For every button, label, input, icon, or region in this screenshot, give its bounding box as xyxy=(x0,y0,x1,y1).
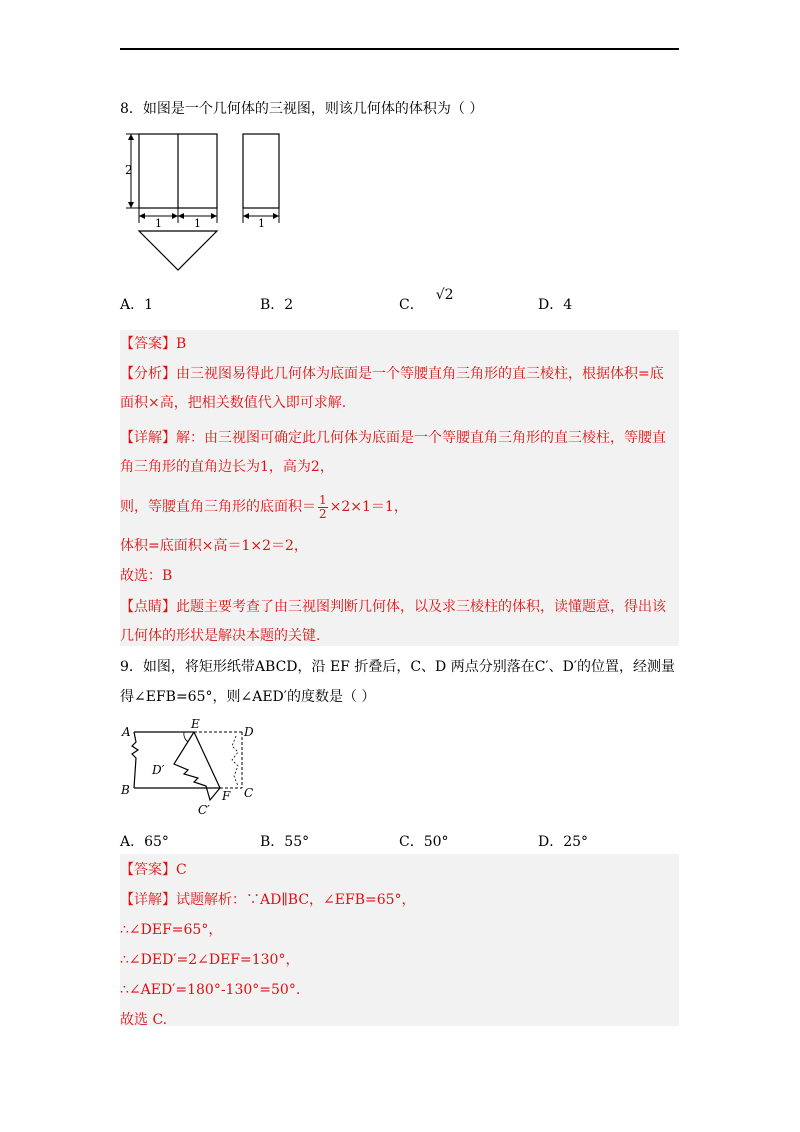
label-E: E xyxy=(191,717,200,731)
q8-choose: 故选：B xyxy=(120,568,173,584)
q9-answer-box xyxy=(120,854,679,1026)
q8-detail-1: 【详解】解：由三视图可确定此几何体为底面是一个等腰直角三角形的直三棱柱，等腰直 xyxy=(120,430,666,446)
q8-comment-2: 几何体的形状是解决本题的关键. xyxy=(120,628,321,644)
side-view xyxy=(243,134,279,208)
q9-choose: 故选 C. xyxy=(120,1012,168,1028)
q9-detail: 【详解】试题解析：∵AD∥BC，∠EFB=65°， xyxy=(120,892,416,908)
header-rule xyxy=(120,48,679,50)
q9-option-d: D．25° xyxy=(538,834,589,850)
label-Dprime: D′ xyxy=(152,763,165,777)
q9-option-a: A．65° xyxy=(120,834,169,850)
dim-w2: 1 xyxy=(194,217,201,230)
q8-option-a: A．1 xyxy=(120,297,154,313)
q9-option-b: B．55° xyxy=(260,834,310,850)
q8-analysis-2: 面积×高，把相关数值代入即可求解. xyxy=(120,395,347,411)
label-A: A xyxy=(122,725,131,739)
q8-base-area: 则，等腰直角三角形的底面积＝ $\frac{1}{2}$ ×2×1＝1， xyxy=(120,492,408,521)
q8-option-d: D．4 xyxy=(538,297,573,313)
q8-option-b: B．2 xyxy=(260,297,294,313)
q9-step-1: ∴∠DEF=65°， xyxy=(120,922,223,938)
label-C: C xyxy=(244,786,254,800)
q8-answer-box xyxy=(120,330,679,646)
q9-stem-1: 9．如图，将矩形纸带ABCD，沿 EF 折叠后，C、D 两点分别落在C′、D′的位置，经测量 xyxy=(120,659,676,675)
dim-side: 1 xyxy=(258,217,265,230)
label-F: F xyxy=(222,789,231,803)
q9-fold-figure xyxy=(118,716,268,822)
q9-stem-2: 得∠EFB=65°，则∠AED′的度数是（ ） xyxy=(120,689,376,705)
q9-answer: 【答案】C xyxy=(120,862,187,878)
q8-volume: 体积=底面积×高＝1×2＝2， xyxy=(120,538,308,554)
q8-answer: 【答案】B xyxy=(120,336,187,352)
q9-option-c: C．50° xyxy=(399,834,449,850)
q8-comment-1: 【点睛】此题主要考查了由三视图判断几何体，以及求三棱柱的体积，读懂题意，得出该 xyxy=(120,599,666,615)
q8-analysis-1: 【分析】由三视图易得此几何体为底面是一个等腰直角三角形的直三棱柱，根据体积=底 xyxy=(120,366,664,382)
q8-three-view-figure xyxy=(122,128,292,274)
label-D: D xyxy=(244,725,254,739)
q8-stem: 8．如图是一个几何体的三视图，则该几何体的体积为（ ） xyxy=(120,101,484,117)
top-view xyxy=(139,231,217,270)
label-Cprime: C′ xyxy=(198,803,210,817)
q8-detail-2: 角三角形的直角边长为1，高为2， xyxy=(120,459,334,475)
dim-height: 2 xyxy=(125,163,133,177)
sqrt-2: √2 xyxy=(435,287,454,303)
q9-step-2: ∴∠DED′=2∠DEF=130°， xyxy=(120,952,300,968)
dim-w1: 1 xyxy=(155,217,162,230)
label-B: B xyxy=(121,783,130,797)
q9-step-3: ∴∠AED′=180°-130°=50°. xyxy=(120,982,301,998)
q8-option-c: C．√2 xyxy=(399,287,454,313)
